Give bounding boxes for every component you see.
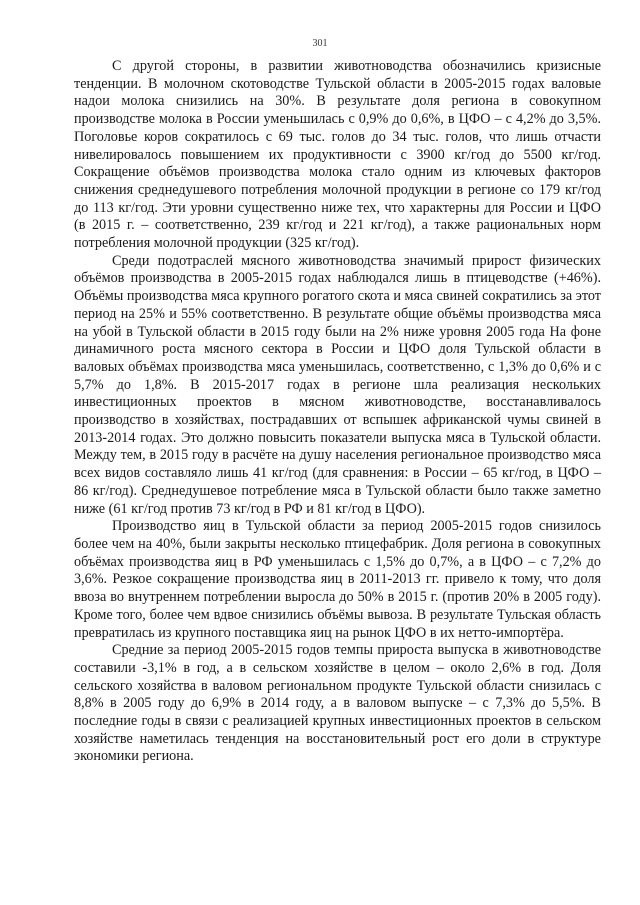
paragraph-meat: Среди подотраслей мясного животноводства значимый прирост физических объёмов производства в 2005-2015 годах наблюдался лишь в птицеводстве (+46%). Объёмы производства мяса крупного рогатого скота и мяса свиней сократились за этот период на 25% и 55% соответственно. В результате общие объёмы производства мяса на убой в Тульской области в 2015 году были на 2% ниже уровня 2005 года На фоне динамичного роста мясного сектора в России и ЦФО доля Тульской области в валовых объёмах производства мяса уменьшилась, соответственно, с 1,3% до 0,6% и с 5,7% до 1,8%. В 2015-2017 годах в регионе шла реализация нескольких инвестиционных проектов в мясном животноводстве, восстанавливалось производство в хозяйствах, пострадавших от вспышек африканской чумы свиней в 2013-2014 годах. Это должно повысить показатели выпуска мяса в Тульской области. Между тем, в 2015 году в расчёте на душу населения региональное производство мяса всех видов составляло лишь 41 кг/год (для сравнения: в России – 65 кг/год, в ЦФО – 86 кг/год). Среднедушевое потребление мяса в Тульской области было также заметно ниже (61 кг/год против 73 кг/год в РФ и 81 кг/год в ЦФО). <box>74 252 601 517</box>
body-text <box>74 58 601 766</box>
paragraph-dairy: С другой стороны, в развитии животноводства обозначились кризисные тенденции. В молочном скотоводстве Тульской области в 2005-2015 годах валовые надои молока снизились на 30%. В результате доля региона в совокупном производстве молока в России уменьшилась с 0,9% до 0,6%, в ЦФО – с 4,2% до 3,5%. Поголовье коров сократилось с 69 тыс. голов до 34 тыс. голов, что лишь отчасти нивелировалось повышением их продуктивности с 3900 кг/год до 5500 кг/год. Сокращение объёмов производства молока стало одним из ключевых факторов снижения среднедушевого потребления молочной продукции в регионе со 179 кг/год до 113 кг/год. Эти уровни существенно ниже тех, что характерны для России и ЦФО (в 2015 г. – соответственно, 239 кг/год и 221 кг/год), а также рациональных норм потребления молочной продукции (325 кг/год). <box>74 58 601 252</box>
paragraph-growth-rates: Средние за период 2005-2015 годов темпы прироста выпуска в животноводстве составили -3,1% в год, а в сельском хозяйстве в целом – около 2,6% в год. Доля сельского хозяйства в валовом региональном продукте Тульской области снизилась с 8,8% в 2005 году до 6,9% в 2014 году, а в валовом выпуске – с 7,3% до 5,5%. В последние годы в связи с реализацией крупных инвестиционных проектов в сельском хозяйстве наметилась тенденция на восстановительный рост его доли в структуре экономики региона. <box>74 642 601 765</box>
paragraph-eggs: Производство яиц в Тульской области за период 2005-2015 годов снизилось более чем на 40%, были закрыты несколько птицефабрик. Доля региона в совокупных объёмах производства яиц в РФ уменьшилась с 1,5% до 0,7%, а в ЦФО – с 7,2% до 3,6%. Резкое сокращение производства яиц в 2011-2013 гг. привело к тому, что доля ввоза во внутреннем потреблении выросла до 50% в 2015 г. (против 20% в 2005 году). Кроме того, более чем вдвое снизились объёмы вывоза. В результате Тульская область превратилась из крупного поставщика яиц на рынок ЦФО в их нетто-импортёра. <box>74 518 601 641</box>
page-number: 301 <box>312 38 328 49</box>
